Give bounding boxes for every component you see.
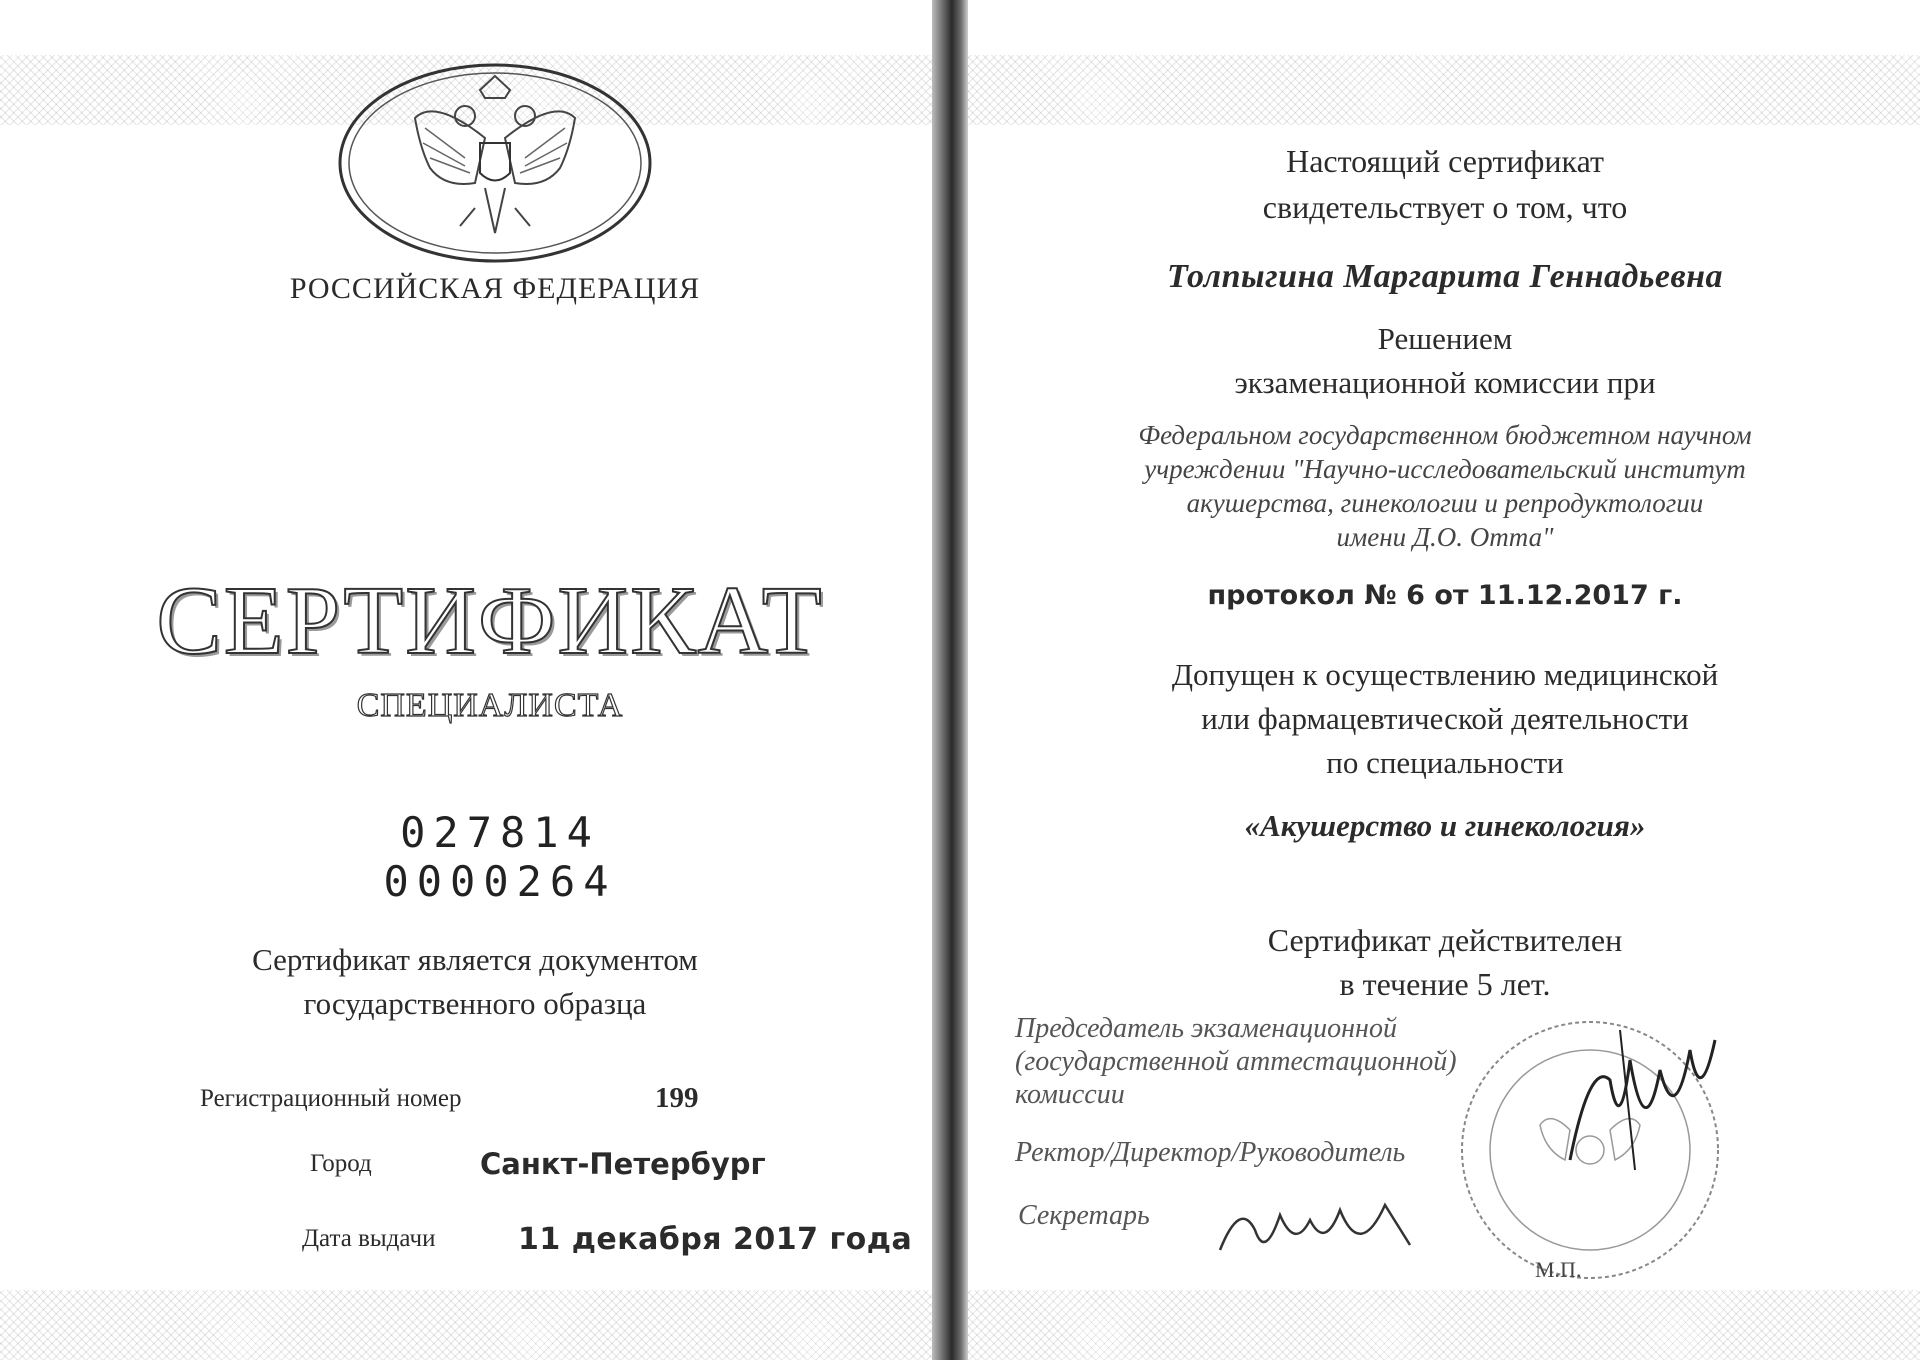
- admission-statement: [970, 653, 1920, 785]
- admitted-line1: Допущен к осуществлению медицинской: [1171, 657, 1719, 692]
- validity-line2: в течение 5 лет.: [1339, 966, 1551, 1002]
- state-document-line1: Сертификат является документом: [252, 942, 698, 977]
- issue-date-value: 11 декабря 2017 года: [518, 1222, 913, 1257]
- registration-number-value: 199: [655, 1082, 699, 1114]
- city-label: Город: [310, 1150, 372, 1177]
- admitted-line3: по специальности: [1326, 745, 1564, 780]
- book-binding-ribbon: [932, 0, 968, 1360]
- decision-line2: экзаменационной комиссии при: [1234, 365, 1656, 400]
- decision-line1: Решением: [1377, 321, 1513, 356]
- seal-place-label: М.П.: [1535, 1257, 1582, 1282]
- certificate-subtitle: СПЕЦИАЛИСТА: [356, 687, 624, 724]
- intro-line2: свидетельствует о том, что: [1262, 189, 1628, 225]
- protocol-reference: протокол № 6 от 11.12.2017 г.: [1207, 580, 1683, 611]
- intro-line1: Настоящий сертификат: [1286, 143, 1604, 179]
- institution-line4: имени Д.О. Отта": [1336, 522, 1554, 552]
- chair-line1: Председатель экзаменационной: [1015, 1013, 1397, 1044]
- double-headed-eagle-icon: [335, 58, 655, 268]
- holder-name: Толпыгина Маргарита Геннадьевна: [1166, 258, 1724, 295]
- registration-number-label: Регистрационный номер: [200, 1085, 462, 1112]
- certificate-left-page: [0, 0, 930, 1360]
- chair-signature: [1550, 1020, 1730, 1180]
- chair-line2: (государственной аттестационной): [1015, 1046, 1457, 1077]
- state-document-line2: государственного образца: [303, 986, 647, 1021]
- secretary-signature: [1210, 1190, 1420, 1270]
- specialty-name: «Акушерство и гинекология»: [1244, 808, 1646, 843]
- rector-label: Ректор/Директор/Руководитель: [1015, 1137, 1406, 1168]
- secretary-label: Секретарь: [1018, 1200, 1150, 1231]
- commission-chair-label: [1015, 1012, 1615, 1111]
- validity-line1: Сертификат действителен: [1267, 922, 1623, 958]
- city-value: Санкт-Петербург: [480, 1147, 766, 1181]
- institution-line1: Федеральном государственном бюджетном научном: [1138, 420, 1752, 450]
- certificate-right-page: [970, 0, 1920, 1360]
- intro-statement: [970, 138, 1920, 230]
- certificate-title: СЕРТИФИКАТ: [156, 567, 824, 675]
- validity-statement: [970, 918, 1920, 1006]
- state-document-statement: [160, 938, 790, 1026]
- coat-of-arms-emblem: [335, 58, 655, 268]
- institution-line3: акушерства, гинекологии и репродуктологии: [1186, 488, 1704, 518]
- admitted-line2: или фармацевтической деятельности: [1201, 701, 1689, 736]
- issue-date-label: Дата выдачи: [302, 1225, 436, 1252]
- institution-name: [970, 418, 1920, 554]
- country-name: РОССИЙСКАЯ ФЕДЕРАЦИЯ: [289, 272, 701, 305]
- chair-line3: комиссии: [1015, 1079, 1125, 1110]
- certificate-number: 027814 0000264: [383, 808, 617, 906]
- commission-decision: [970, 317, 1920, 405]
- institution-line2: учреждении "Научно-исследовательский институт: [1144, 454, 1746, 484]
